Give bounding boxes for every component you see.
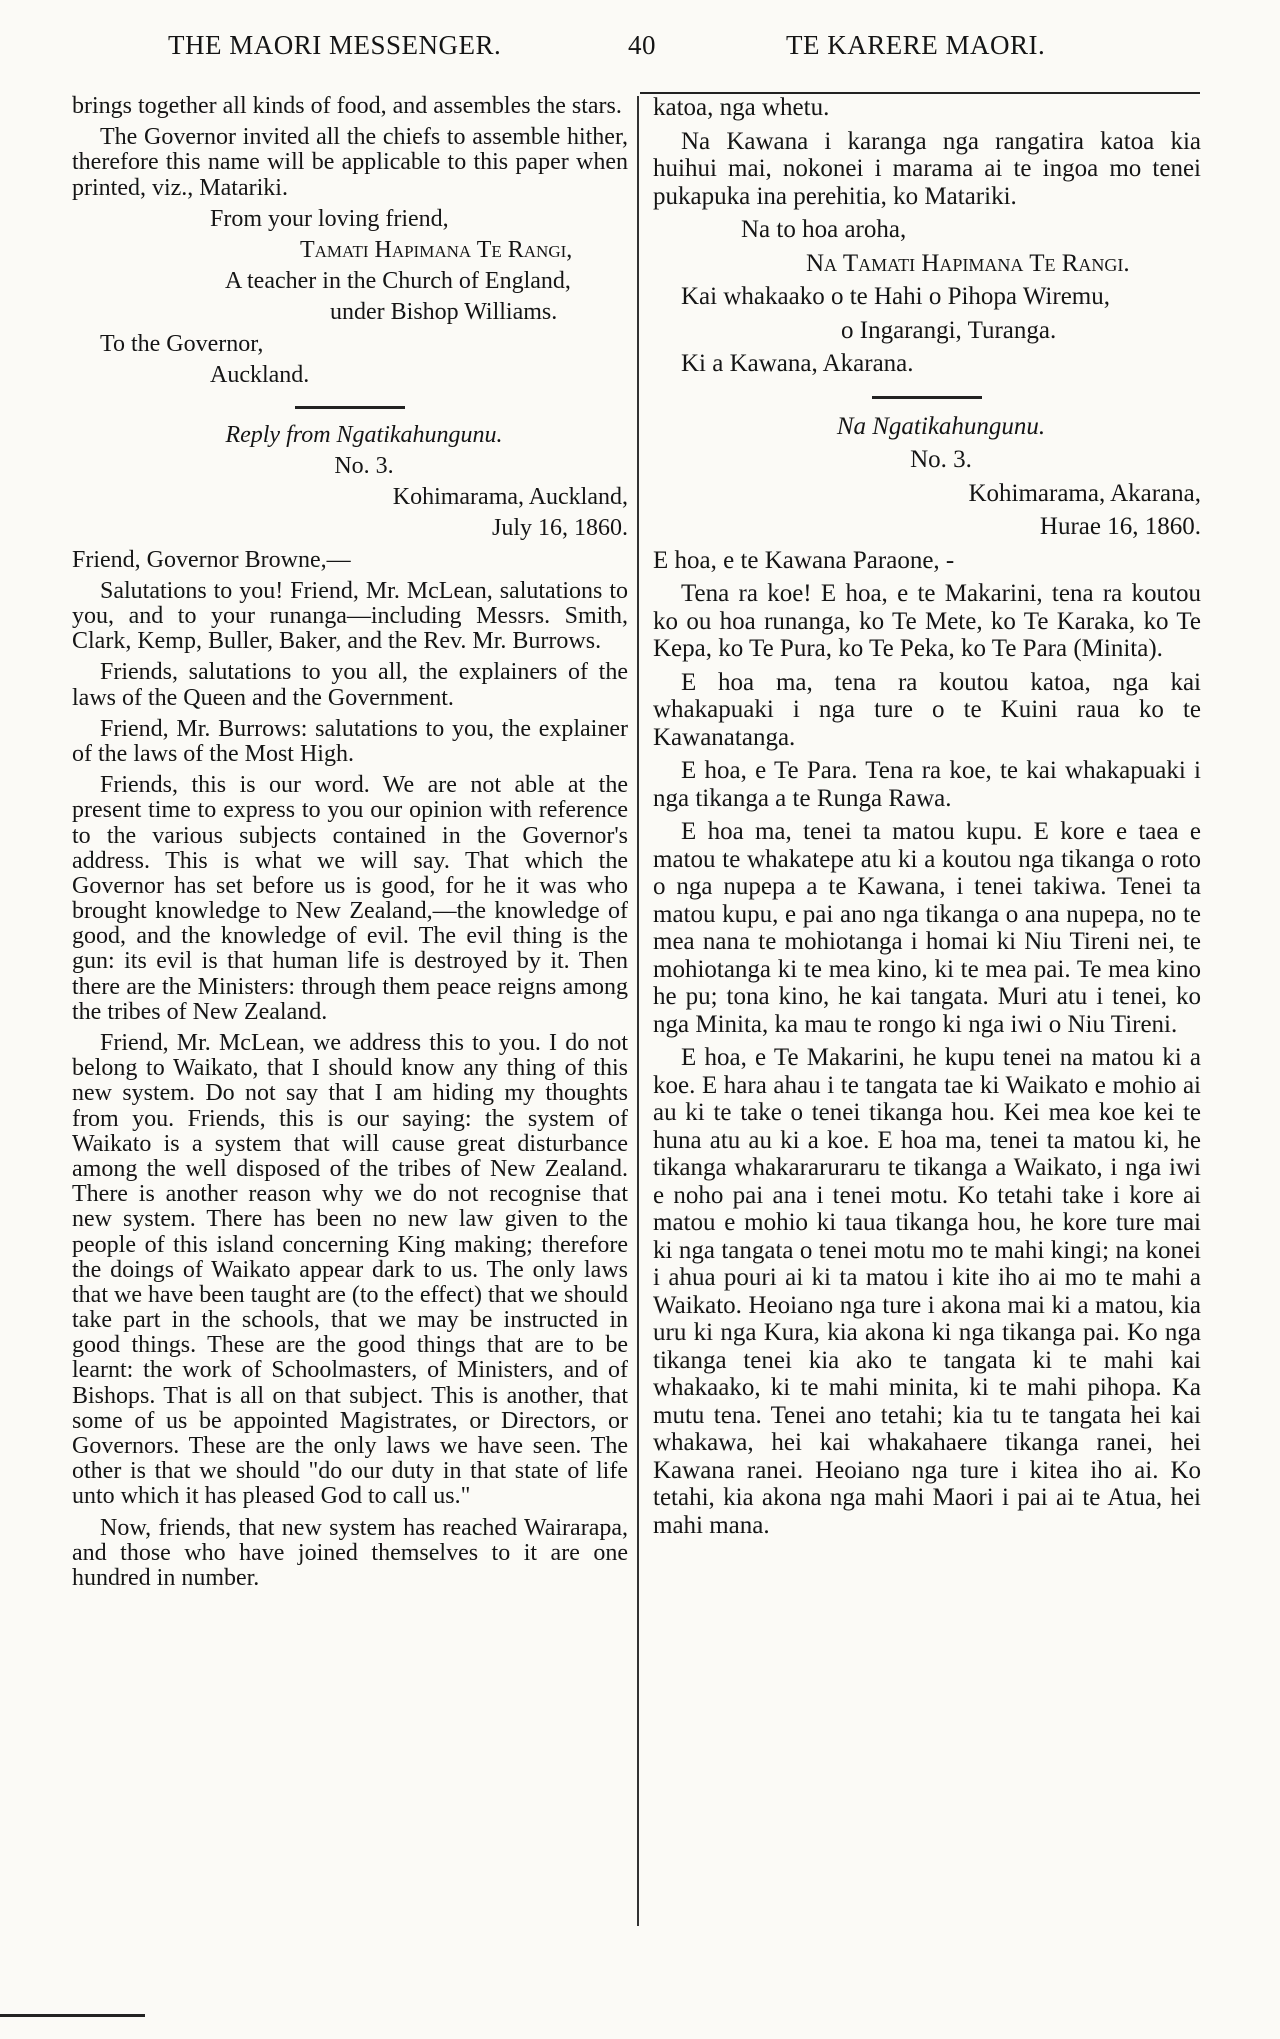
paragraph: Friends, this is our word. We are not able at the present time to express to you our opinion with reference to the various subjects contained in the Governor's address. This is what we will say. That which the Governor has set before us is good, for he it was who brought knowledge to New Zealand,—the knowledge of good, and the knowledge of evil. The evil thing is the gun: its evil is that human life is destroyed by it. Then there are the Ministers: through them peace reigns among the tribes of New Zealand. [72, 772, 628, 1025]
section-title: Na Ngatikahungunu. [836, 412, 1046, 440]
maori-column [653, 94, 1201, 1545]
paragraph: Friend, Mr. McLean, we address this to you. I do not belong to Waikato, that I should know any thing of this new system. Do not say that I am hiding my thoughts from you. Friends, this is our saying: the system of Waikato is a system that will cause great disturbance among the well disposed of the tribes of New Zealand. There is another reason why we do not recognise that new system. There has been no new law given to the people of this island concerning King making; therefore the doings of Waikato appear dark to us. The only laws that we have been taught are (to the effect) that we should take part in the schools, that we may be instructed in good things. These are the good things that are to be learnt: the work of Schoolmasters, of Ministers, and of Bishops. That is all on that subject. This is another, that some of us be appointed Magistrates, or Directors, or Governors. These are the only laws we have seen. The other is that we should "do our duty in that state of life unto which it has pleased God to call us." [72, 1030, 628, 1510]
paragraph: E hoa, e Te Para. Tena ra koe, te kai whakapuaki i nga tikanga a te Runga Rawa. [653, 757, 1201, 812]
paragraph: Friends, salutations to you all, the explainers of the laws of the Queen and the Government. [72, 659, 628, 711]
signature-role: A teacher in the Church of England, [225, 268, 571, 295]
english-column [72, 94, 628, 1597]
section-rule [872, 396, 982, 399]
header-title-maori: TE KARERE MAORI. [786, 30, 1046, 60]
page-number: 40 [628, 30, 656, 60]
column-divider [637, 96, 639, 1926]
dateline: Hurae 16, 1860. [1039, 513, 1201, 540]
paragraph: Tena ra koe! E hoa, e te Makarini, tena ra koutou ko ou hoa runanga, ko Te Mete, ko Te Karaka, ko Te Kepa, ko Te Pura, ko Te Peka, ko Te Para (Minita). [653, 580, 1201, 662]
section-title: Reply from Ngatikahungunu. [225, 421, 503, 448]
dateline: Kohimarama, Auckland, [392, 484, 628, 511]
paragraph: E hoa, e Te Makarini, he kupu tenei na matou ki a koe. E hara ahau i te tangata tae ki Waikato e mohio ai au ki te take o tenei tikanga hou. Kei mea koe kei te huna atu au ki a koe. E hoa ma, tenei ta matou ki, he tikanga whakararuraru te tikanga a Waikato, i nga iwi e noho pai ana i tenei motu. Ko tetahi take i kore ai matou e mohio ki taua tikanga hou, he kore ture mai ki nga tangata o tenei motu mo te mahi kingi; na konei i ahua pouri ai ki ta matou i kite iho ai mo te mahi a Waikato. Heoiano nga ture i akona mai ki a matou, kia uru ki nga Kura, kia akona ki nga tikanga pai. Ko nga tikanga tenei kia ako te tangata ki te mahi kai whakaako, ki te mahi minita, ki te mahi pihopa. Ka mutu tena. Tenei ano tetahi; kia tu te tangata hei kai whakawa, hei kai whakahaere tikanga ranei, hei Kawana ranei. Heoiano nga ture i kitea iho ai. Ko tetahi, kia akona nga mahi Maori i pai ai te Atua, hei mahi mana. [653, 1044, 1201, 1539]
dateline: Kohimarama, Akarana, [968, 479, 1201, 507]
section-number: No. 3. [334, 453, 394, 480]
footer-rule [0, 2014, 145, 2017]
signature-to: To the Governor, [100, 330, 264, 357]
dateline: July 16, 1860. [491, 515, 628, 542]
salutation: E hoa, e te Kawana Paraone, - [653, 546, 955, 574]
salutation: Friend, Governor Browne,— [72, 546, 351, 573]
paragraph: Salutations to you! Friend, Mr. McLean, salutations to you, and to your runanga—including Messrs. Smith, Clark, Kemp, Buller, Baker, and the Rev. Mr. Burrows. [72, 577, 628, 655]
paragraph: katoa, nga whetu. [653, 94, 830, 121]
paragraph: E hoa ma, tenei ta matou kupu. E kore e taea e matou te whakatepe atu ki a koutou nga tikanga o roto o nga nupepa a te Kawana, i tenei takiwa. Tenei ta matou kupu, e pai ano nga tikanga o ana nupepa, no te mea nana te mohiotanga i homai ki Niu Tireni nei, te mohiotanga ki te mea kino, ki te mea pai. Te mea kino he pu; tona kino, he kai tangata. Muri atu i tenei, ko nga Minita, ka mau te rongo ki nga iwi o Niu Tireni. [653, 818, 1201, 1038]
paragraph: Friend, Mr. Burrows: salutations to you, the explainer of the laws of the Most High. [72, 715, 628, 767]
signature-from: Na to hoa aroha, [741, 216, 907, 243]
paragraph: Na Kawana i karanga nga rangatira katoa kia huihui mai, nokonei i marama ai te ingoa mo tenei pukapuka ina perehitia, ko Matariki. [653, 127, 1201, 210]
signature-name: Na Tamati Hapimana Te Rangi. [806, 249, 1130, 277]
section-rule [295, 406, 405, 409]
signature-role: under Bishop Williams. [330, 299, 558, 326]
signature-from: From your loving friend, [210, 205, 449, 232]
page-header [0, 30, 1280, 80]
signature-role: Kai whakaako o te Hahi o Pihopa Wiremu, [681, 283, 1110, 310]
header-title-english: THE MAORI MESSENGER. [168, 30, 502, 60]
paragraph: Now, friends, that new system has reached Wairarapa, and those who have joined themselves to it are one hundred in number. [72, 1514, 628, 1591]
signature-place: Auckland. [210, 361, 310, 388]
signature-name: Tamati Hapimana Te Rangi, [300, 236, 573, 263]
signature-role: o Ingarangi, Turanga. [841, 316, 1057, 344]
section-number: No. 3. [910, 446, 972, 473]
paragraph: The Governor invited all the chiefs to assemble hither, therefore this name will be applicable to this paper when printed, viz., Matariki. [72, 124, 628, 201]
paragraph: E hoa ma, tena ra koutou katoa, nga kai whakapuaki i nga ture o te Kuini raua ko te Kawanatanga. [653, 668, 1201, 751]
paragraph: brings together all kinds of food, and assembles the stars. [72, 93, 622, 119]
signature-to: Ki a Kawana, Akarana. [681, 350, 914, 377]
